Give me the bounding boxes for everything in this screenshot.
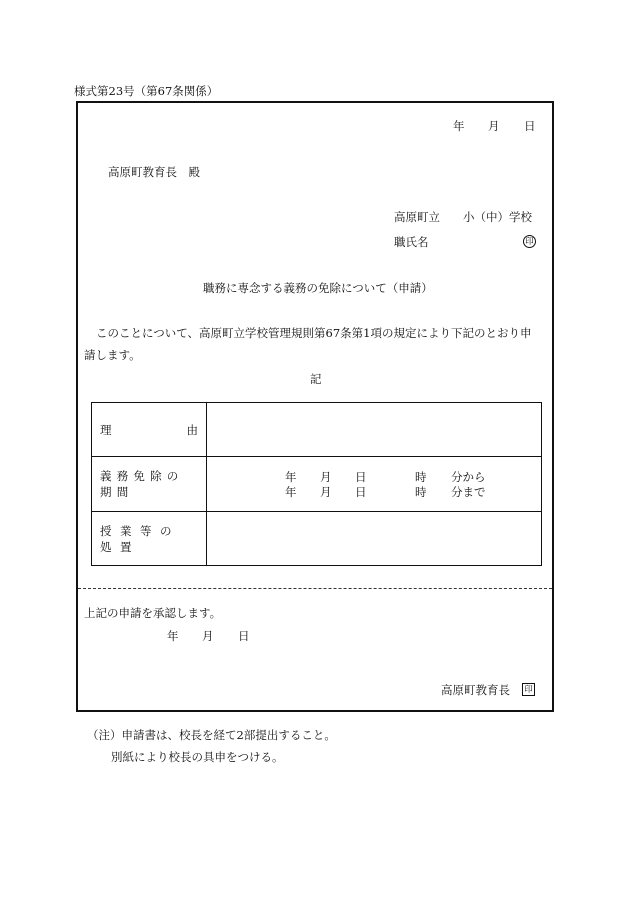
class-label-cell — [92, 512, 207, 566]
period-label: 義務免除の期間 — [100, 469, 184, 499]
note-2: 別紙により校長の具申をつける。 — [111, 750, 284, 764]
table-row-reason — [92, 403, 542, 457]
form-number: 様式第23号（第67条関係） — [74, 84, 219, 98]
to-day: 日 — [355, 485, 367, 499]
table-row-period — [92, 457, 542, 512]
from-day: 日 — [355, 470, 367, 484]
class-label: 授業等の処置 — [100, 523, 180, 554]
reason-label-left: 理 — [100, 422, 112, 437]
dashed-divider — [78, 588, 552, 589]
body-line-2: 請します。 — [84, 348, 141, 362]
from-minute: 分から — [451, 470, 486, 484]
applicant-seal-icon: 印 — [523, 235, 536, 248]
reason-label-right: 由 — [186, 422, 198, 437]
date-day: 日 — [524, 119, 536, 133]
approval-month: 月 — [202, 629, 214, 643]
date-month: 月 — [488, 119, 500, 133]
approval-seal-icon: 印 — [522, 683, 535, 696]
approval-text: 上記の申請を承認します。 — [84, 606, 222, 620]
date-year: 年 — [453, 119, 465, 133]
reason-label-cell — [92, 403, 207, 457]
approval-signer: 高原町教育長 — [441, 683, 510, 697]
ki-heading: 記 — [310, 372, 322, 386]
approval-day: 日 — [238, 629, 250, 643]
to-hour: 時 — [415, 485, 427, 499]
note-1: （注）申請書は、校長を経て2部提出すること。 — [87, 728, 336, 742]
details-table — [91, 402, 542, 566]
reason-value-cell[interactable] — [207, 403, 542, 457]
class-value-cell[interactable] — [207, 512, 542, 566]
table-row-class — [92, 512, 542, 566]
document-title: 職務に専念する義務の免除について（申請） — [203, 281, 433, 295]
to-month: 月 — [320, 485, 332, 499]
period-value-cell[interactable] — [207, 457, 542, 512]
school-prefix: 高原町立 — [394, 210, 440, 224]
body-line-1: このことについて、高原町立学校管理規則第67条第1項の規定により下記のとおり申 — [96, 326, 532, 340]
name-label: 職氏名 — [394, 235, 429, 249]
addressee: 高原町教育長 殿 — [108, 165, 200, 179]
approval-year: 年 — [167, 629, 179, 643]
period-label-cell — [92, 457, 207, 512]
to-year: 年 — [285, 485, 297, 499]
school-suffix: 小（中）学校 — [463, 210, 532, 224]
from-hour: 時 — [415, 470, 427, 484]
to-minute: 分まで — [451, 485, 486, 499]
from-month: 月 — [320, 470, 332, 484]
from-year: 年 — [285, 470, 297, 484]
